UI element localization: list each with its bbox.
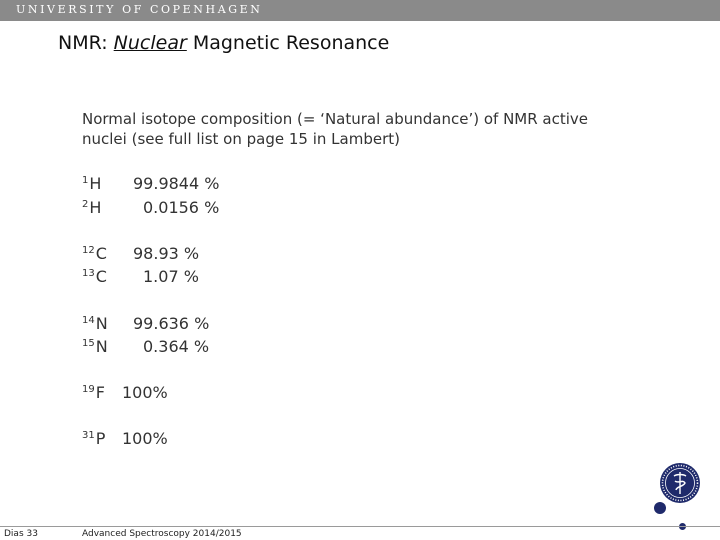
header-bar: [0, 0, 720, 21]
footer-divider: [0, 526, 720, 527]
seal-dot-large: [654, 502, 666, 514]
isotope-abundance: 0.0156 %: [143, 198, 220, 217]
university-name: UNIVERSITY OF COPENHAGEN: [16, 3, 263, 16]
title-suffix: Magnetic Resonance: [186, 32, 390, 54]
isotope-abundance: 0.364 %: [143, 337, 210, 356]
isotope-label: $^{14}$N: [82, 314, 108, 333]
course-name: Advanced Spectroscopy 2014/2015: [82, 529, 242, 539]
isotope-label: $^{12}$C: [82, 244, 107, 263]
isotope-abundance: 98.93 %: [133, 244, 200, 263]
isotope-abundance: 99.636 %: [133, 314, 210, 333]
intro-text: Normal isotope composition (= ‘Natural abundance’) of NMR active nuclei (see full list on page 15 in Lambert): [82, 110, 589, 148]
isotope-label: $^{19}$F: [82, 383, 105, 402]
isotope-abundance: 1.07 %: [143, 267, 199, 286]
isotope-label: $^{13}$C: [82, 267, 107, 286]
slide-number: Dias 33: [4, 529, 38, 539]
isotope-abundance: 99.9844 %: [133, 174, 220, 193]
isotope-label: $^{15}$N: [82, 337, 108, 356]
isotope-label: $^{31}$P: [82, 429, 106, 448]
title-underlined-word: Nuclear: [113, 32, 187, 54]
isotope-label: $^2$H: [82, 198, 102, 217]
title-prefix: NMR:: [58, 32, 114, 54]
university-seal-icon: [659, 462, 701, 504]
isotope-label: $^1$H: [82, 174, 102, 193]
isotope-abundance: 100%: [122, 429, 168, 448]
isotope-abundance: 100%: [122, 383, 168, 402]
slide-title: [58, 32, 389, 54]
